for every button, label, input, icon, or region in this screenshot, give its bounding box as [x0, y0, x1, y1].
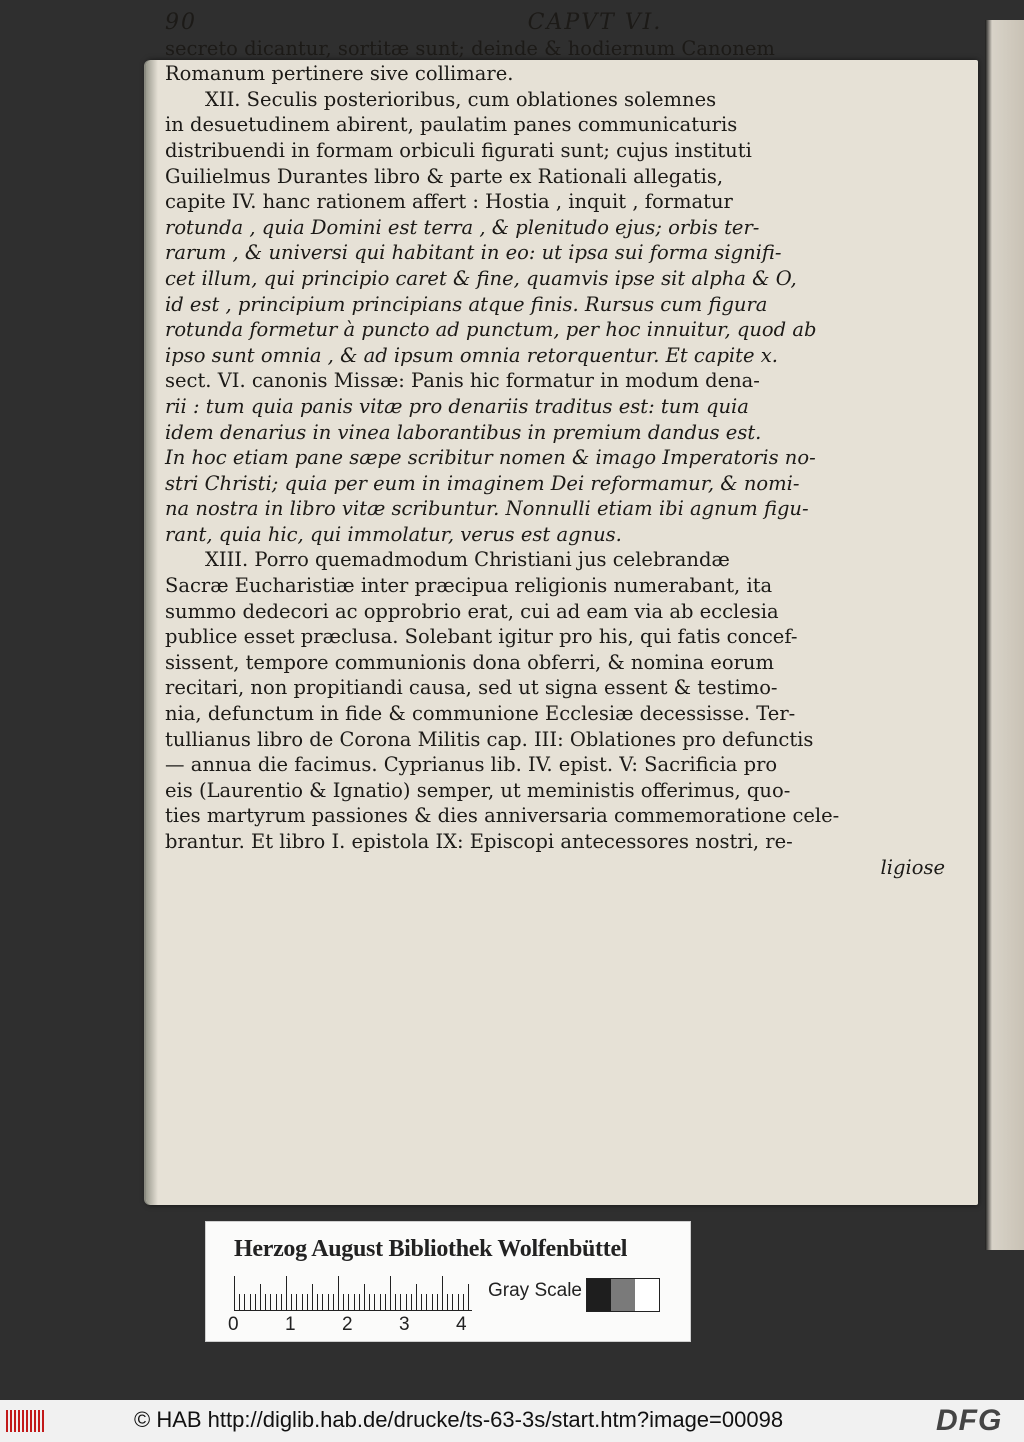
copyright-url[interactable]: © HAB http://diglib.hab.de/drucke/ts-63-3s/start.htm?image=00098 [134, 1407, 784, 1432]
running-head: CAPVT VI. [527, 10, 663, 35]
text-line: nia, defunctum in fide & communione Ecclesiæ decessisse. Ter- [165, 702, 796, 726]
ruler-numbers [228, 1314, 488, 1336]
gray-scale-swatches [586, 1278, 660, 1312]
ruler-tick [385, 1294, 386, 1310]
text-lines [165, 36, 975, 881]
ruler-ticks [234, 1276, 472, 1310]
ruler-tick [281, 1294, 282, 1310]
ruler-tick [369, 1294, 370, 1310]
ruler-tick [359, 1294, 360, 1310]
text-line: Guilielmus Durantes libro & parte ex Rationali allegatis, [165, 164, 724, 188]
ruler-tick [354, 1294, 355, 1310]
ruler-tick [302, 1294, 303, 1310]
ruler-tick [322, 1294, 323, 1310]
text-line: rotunda formetur à puncto ad punctum, per hoc innuitur, quod ab [165, 318, 817, 342]
ruler-tick [442, 1276, 443, 1310]
gray-swatch [587, 1279, 611, 1311]
barcode-icon [6, 1410, 46, 1432]
ruler-tick [452, 1294, 453, 1310]
text-line: In hoc etiam pane sæpe scribitur nomen & imago Imperatoris no- [165, 446, 816, 470]
ruler-tick [447, 1294, 448, 1310]
ruler-number: 3 [399, 1314, 410, 1335]
ruler-tick [260, 1284, 261, 1310]
text-line: distribuendi in formam orbiculi figurati sunt; cujus instituti [165, 138, 752, 162]
text-line: XII. Seculis posterioribus, cum oblationes solemnes [205, 87, 717, 111]
text-line: stri Christi; quia per eum in imaginem Dei reformamur, & nomi- [165, 471, 800, 495]
text-line: brantur. Et libro I. epistola IX: Episcopi antecessores nostri, re- [165, 830, 793, 853]
text-line: XIII. Porro quemadmodum Christiani jus celebrandæ [205, 548, 730, 572]
ruler-number: 0 [228, 1314, 239, 1335]
ruler-number: 2 [342, 1314, 353, 1335]
ruler-tick [380, 1294, 381, 1310]
text-line: eis (Laurentio & Ignatio) semper, ut meministis offerimus, quo- [165, 778, 791, 802]
ruler-tick [411, 1294, 412, 1310]
ruler-tick [244, 1294, 245, 1310]
text-line: idem denarius in vinea laborantibus in premium dandus est. [165, 420, 762, 444]
gray-scale-label: Gray Scale [488, 1280, 582, 1301]
ruler-tick [374, 1294, 375, 1310]
ruler-tick [400, 1294, 401, 1310]
ruler-number: 1 [285, 1314, 296, 1335]
text-line: rotunda , quia Domini est terra , & plenitudo ejus; orbis ter- [165, 215, 760, 239]
ruler-tick [421, 1294, 422, 1310]
ruler-tick [270, 1294, 271, 1310]
text-line: ties martyrum passiones & dies anniversaria commemoratione cele- [165, 804, 840, 828]
ruler-tick [348, 1294, 349, 1310]
ruler-tick [338, 1276, 339, 1310]
ruler-tick [426, 1294, 427, 1310]
text-line: rii : tum quia panis vitæ pro denariis traditus est: tum quia [165, 394, 749, 418]
ruler-tick [296, 1294, 297, 1310]
ruler-tick [255, 1294, 256, 1310]
ruler-baseline [234, 1310, 472, 1311]
text-line: Romanum pertinere sive collimare. [165, 62, 514, 86]
text-line: ipso sunt omnia , & ad ipsum omnia retorquentur. Et capite x. [165, 343, 778, 367]
ruler-tick [239, 1294, 240, 1310]
gray-swatch [635, 1279, 659, 1311]
ruler-tick [390, 1276, 391, 1310]
page-number: 90 [165, 10, 197, 35]
text-line: sect. VI. canonis Missæ: Panis hic formatur in modum dena- [165, 369, 760, 393]
ruler-tick [468, 1284, 469, 1310]
ruler-tick [416, 1284, 417, 1310]
text-line: in desuetudinem abirent, paulatim panes communicaturis [165, 113, 738, 137]
ruler-tick [312, 1284, 313, 1310]
adjacent-page-edge [985, 20, 1024, 1250]
text-line: na nostra in libro vitæ scribuntur. Nonnulli etiam ibi agnum figu- [165, 497, 809, 521]
ruler-tick [406, 1294, 407, 1310]
ruler-tick [328, 1294, 329, 1310]
ruler-tick [364, 1284, 365, 1310]
text-line: publice esset præclusa. Solebant igitur pro his, qui fatis concef- [165, 625, 798, 649]
ruler-tick [333, 1294, 334, 1310]
ruler-tick [437, 1294, 438, 1310]
text-line: tullianus libro de Corona Militis cap. III: Oblationes pro defunctis [165, 727, 814, 751]
ruler-tick [458, 1294, 459, 1310]
ruler-tick [265, 1294, 266, 1310]
ruler-tick [343, 1294, 344, 1310]
ruler-tick [286, 1276, 287, 1310]
text-line: secreto dicantur, sortitæ sunt; deinde & hodiernum Canonem [165, 36, 775, 60]
color-scale-card [205, 1221, 691, 1342]
text-line: recitari, non propitiandi causa, sed ut signa essent & testimo- [165, 676, 778, 700]
footer-bar [0, 1400, 1024, 1442]
text-line: summo dedecori ac opprobrio erat, cui ad eam via ab ecclesia [165, 599, 779, 623]
text-line: ligiose [880, 855, 945, 879]
library-name: Herzog August Bibliothek Wolfenbüttel [234, 1236, 628, 1262]
ruler-tick [276, 1294, 277, 1310]
ruler-tick [317, 1294, 318, 1310]
ruler-tick [395, 1294, 396, 1310]
text-line: Sacræ Eucharistiæ inter præcipua religionis numerabant, ita [165, 574, 773, 598]
text-line: — annua die facimus. Cyprianus lib. IV. epist. V: Sacrificia pro [165, 753, 778, 777]
ruler-tick [307, 1294, 308, 1310]
gray-swatch [611, 1279, 635, 1311]
ruler-number: 4 [456, 1314, 467, 1335]
page-text [165, 10, 975, 880]
running-header [165, 10, 965, 36]
ruler-tick [250, 1294, 251, 1310]
dfg-logo: DFG [936, 1404, 1003, 1437]
ruler-tick [234, 1276, 235, 1310]
text-line: id est , principium principians atque finis. Rursus cum figura [165, 292, 768, 316]
ruler-tick [291, 1294, 292, 1310]
text-line: cet illum, qui principio caret & fine, quamvis ipse sit alpha & O, [165, 266, 797, 290]
text-line: rant, quia hic, qui immolatur, verus est agnus. [165, 522, 622, 546]
text-line: sissent, tempore communionis dona obferri, & nomina eorum [165, 650, 774, 674]
ruler-tick [432, 1294, 433, 1310]
ruler-tick [463, 1294, 464, 1310]
text-line: rarum , & universi qui habitant in eo: ut ipsa sui forma signifi- [165, 241, 782, 265]
text-line: capite IV. hanc rationem affert : Hostia , inquit , formatur [165, 190, 733, 214]
